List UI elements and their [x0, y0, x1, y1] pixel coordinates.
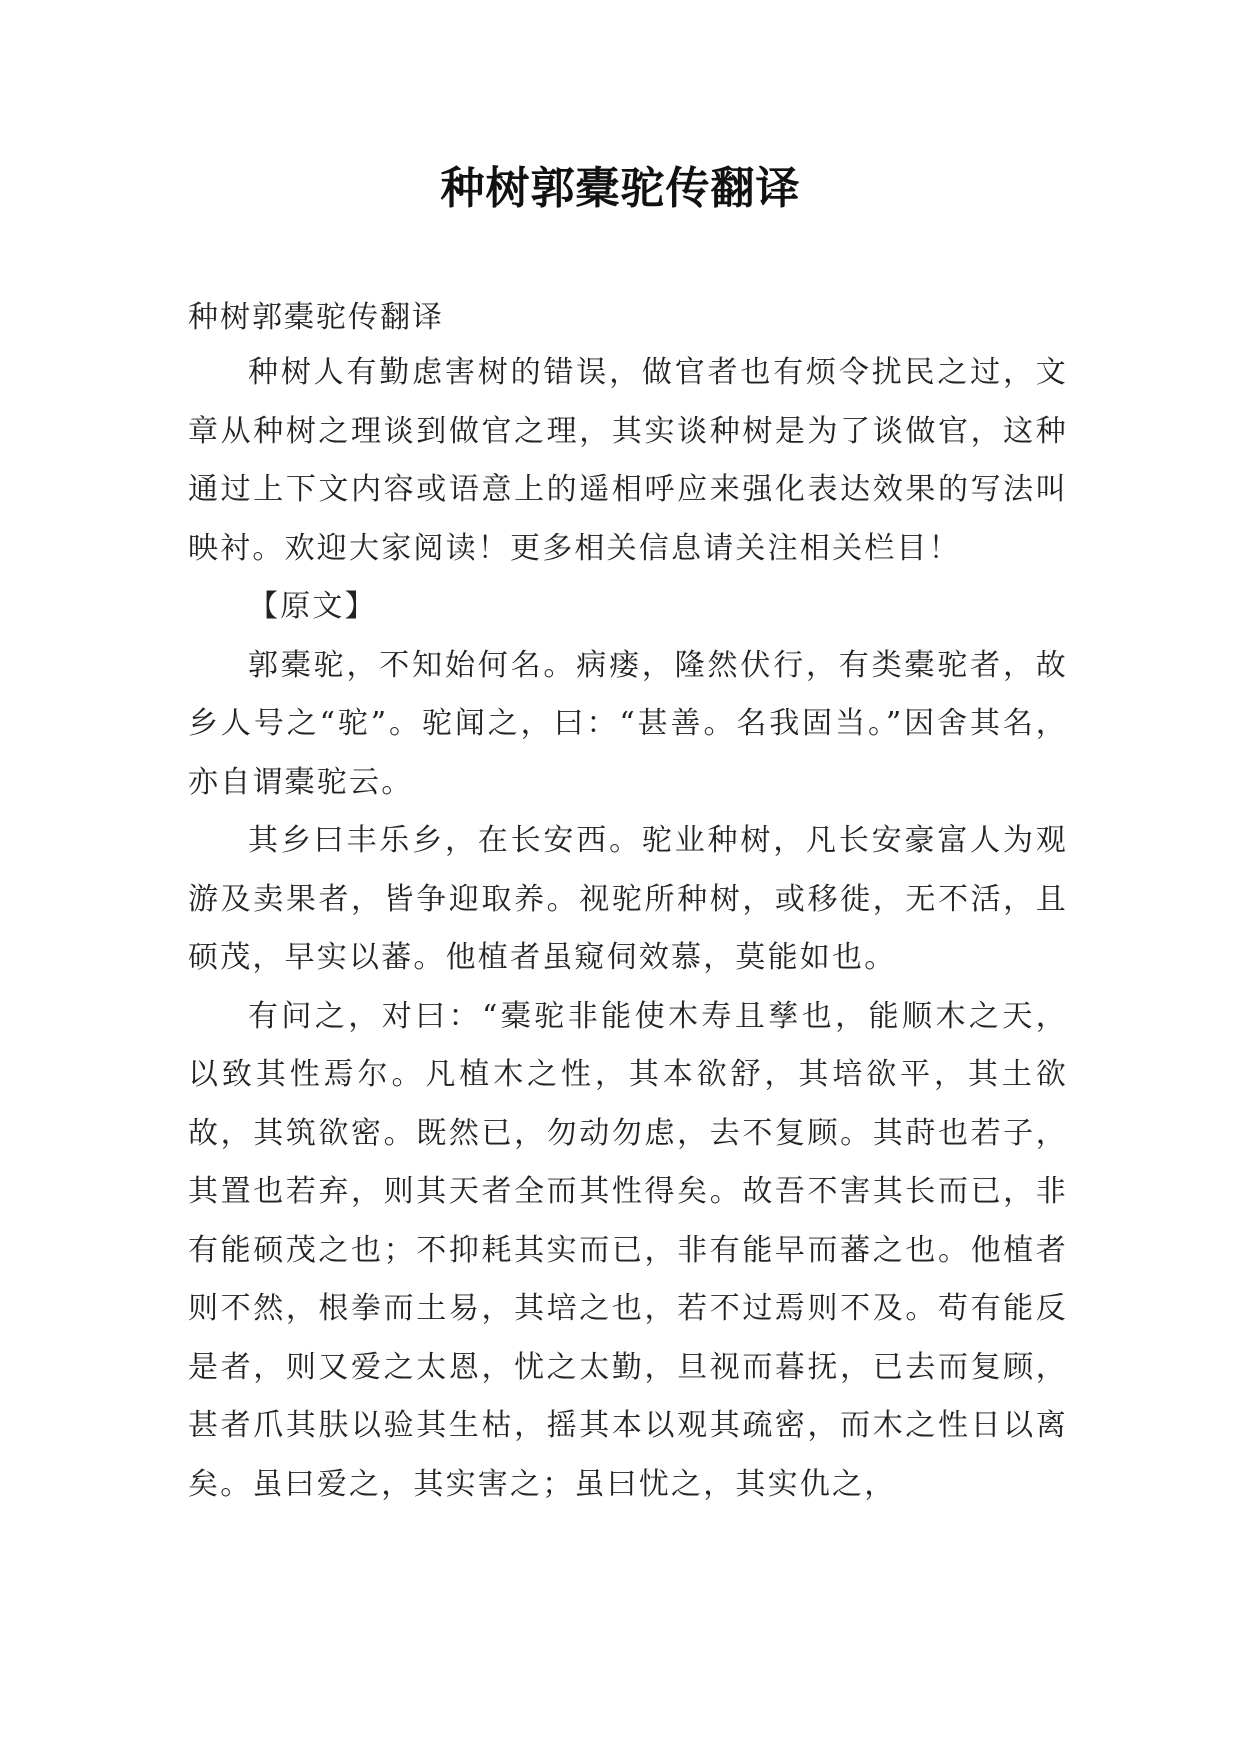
document-body: [188, 344, 1068, 1514]
paragraph-original-1: 郭橐驼，不知始何名。病瘘，隆然伏行，有类橐驼者，故乡人号之“驼”。驼闻之，曰：“甚善。名我固当。”因舍其名，亦自谓橐驼云。: [188, 647, 1068, 800]
document-title: 种树郭橐驼传翻译: [440, 163, 801, 214]
paragraph-intro: 种树人有勤虑害树的错误，做官者也有烦令扰民之过，文章从种树之理谈到做官之理，其实谈种树是为了谈做官，这种通过上下文内容或语意上的遥相呼应来强化表达效果的写法叫映衬。欢迎大家阅读！更多相关信息请关注相关栏目！: [188, 355, 1068, 566]
paragraph-original-2: 其乡曰丰乐乡，在长安西。驼业种树，凡长安豪富人为观游及卖果者，皆争迎取养。视驼所种树，或移徙，无不活，且硕茂，早实以蕃。他植者虽窥伺效慕，莫能如也。: [188, 823, 1068, 975]
paragraph-original-heading: 【原文】: [248, 589, 377, 624]
document-subtitle: 种树郭橐驼传翻译: [188, 300, 444, 335]
paragraph-original-3: 有问之，对曰：“橐驼非能使木寿且孳也，能顺木之天，以致其性焉尔。凡植木之性，其本欲舒，其培欲平，其土欲故，其筑欲密。既然已，勿动勿虑，去不复顾。其莳也若子，其置也若弃，则其天者全而其性得矣。故吾不害其长而已，非有能硕茂之也；不抑耗其实而已，非有能早而蕃之也。他植者则不然，根拳而土易，其培之也，若不过焉则不及。苟有能反是者，则又爱之太恩，忧之太勤，旦视而暮抚，已去而复顾，甚者爪其肤以验其生枯，摇其本以观其疏密，而木之性日以离矣。虽曰爱之，其实害之；虽曰忧之，其实仇之，: [188, 998, 1068, 1502]
